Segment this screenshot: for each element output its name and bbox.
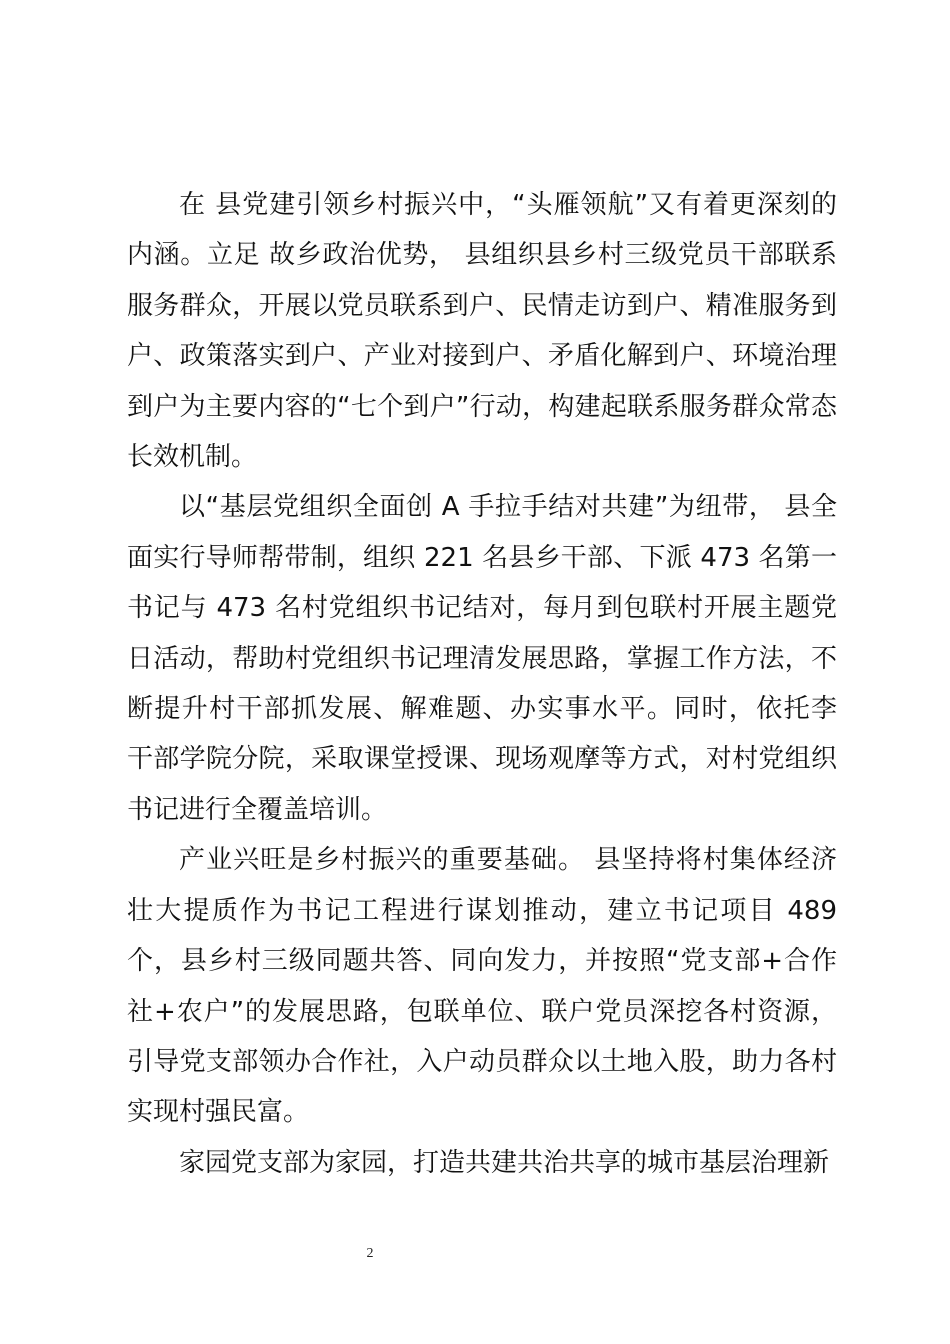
document-body <box>127 180 837 1188</box>
paragraph-3: 产业兴旺是乡村振兴的重要基础。 县坚持将村集体经济壮大提质作为书记工程进行谋划推动，建立书记项目 489 个，县乡村三级同题共答、同向发力，并按照“党支部+合作社+农户”的发展思路，包联单位、联户党员深挖各村资源，引导党支部领办合作社，入户动员群众以土地入股，助力各村实现村强民富。 <box>127 845 837 1128</box>
paragraph-1: 在 县党建引领乡村振兴中，“头雁领航”又有着更深刻的内涵。立足 故乡政治优势， 县组织县乡村三级党员干部联系服务群众，开展以党员联系到户、民情走访到户、精准服务到户、政策落实到户、产业对接到户、矛盾化解到户、环境治理到户为主要内容的“七个到户”行动，构建起联系服务群众常态长效机制。 <box>127 190 837 473</box>
page-number: 2 <box>366 1246 374 1261</box>
paragraph-4: 家园党支部为家园，打造共建共治共享的城市基层治理新 <box>179 1147 830 1178</box>
paragraph-2: 以“基层党组织全面创 A 手拉手结对共建”为纽带， 县全面实行导师帮带制，组织 221 名县乡干部、下派 473 名第一书记与 473 名村党组织书记结对，每月到包联村开展主题党日活动，帮助村党组织书记理清发展思路，掌握工作方法，不断提升村干部抓发展、解难题、办实事水平。同时，依托李 干部学院分院，采取课堂授课、现场观摩等方式，对村党组织书记进行全覆盖培训。 <box>127 492 837 825</box>
